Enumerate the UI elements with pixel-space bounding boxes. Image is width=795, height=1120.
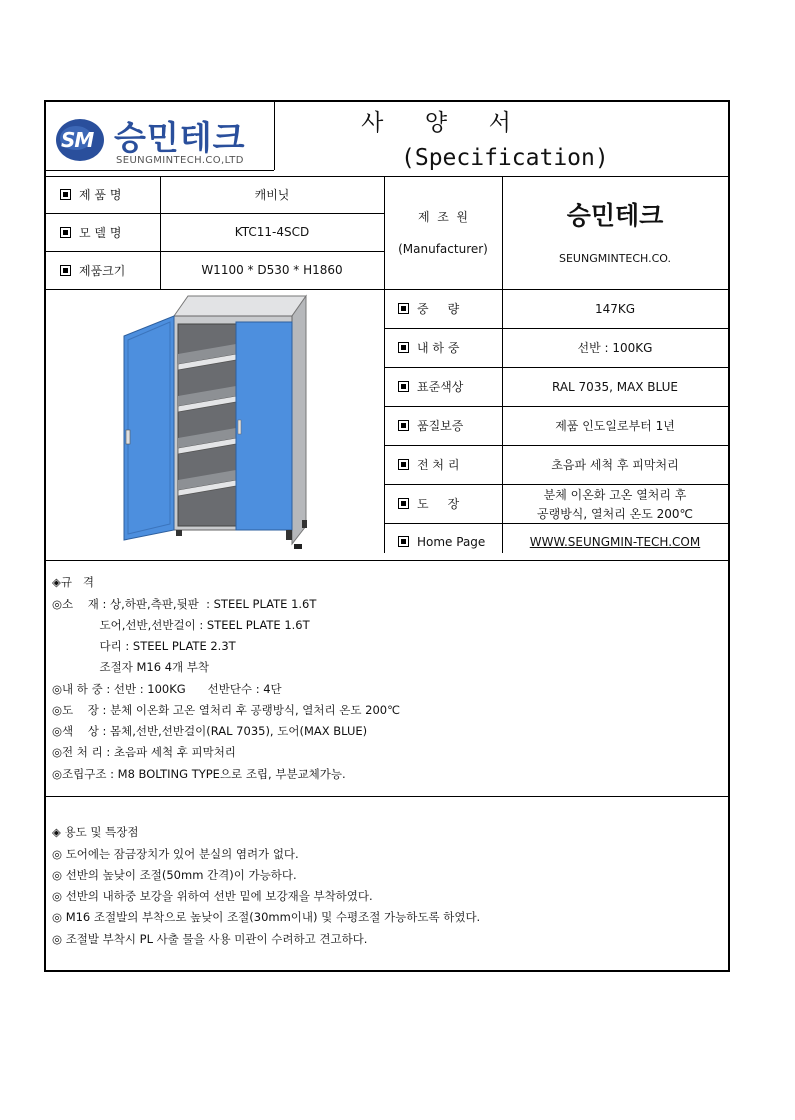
- spec-line: ◎도 장 : 분체 이온화 고온 열처리 후 공랭방식, 열처리 온도 200℃: [52, 703, 401, 717]
- spec-section-title: ◈규 격: [52, 575, 95, 589]
- checkbox-icon: [398, 420, 409, 431]
- info-label-size: 제품크기: [46, 251, 160, 289]
- logo-english: SEUNGMINTECH.CO,LTD: [116, 155, 244, 166]
- title-block: [274, 102, 728, 176]
- spec-label-load: 내 하 중: [384, 328, 502, 367]
- spec-value-load: 선반 : 100KG: [577, 341, 653, 355]
- spec-line: ◎조립구조 : M8 BOLTING TYPE으로 조립, 부분교체가능.: [52, 767, 346, 781]
- spec-label-pretreatment: 전 처 리: [384, 445, 502, 484]
- checkbox-icon: [60, 189, 71, 200]
- feature-line: ◎ 선반의 내하중 보강을 위하여 선반 밑에 보강재을 부착하였다.: [52, 889, 373, 903]
- spec-sheet: [44, 100, 730, 972]
- info-value-size: W1100 * D530 * H1860: [201, 263, 343, 277]
- checkbox-icon: [60, 227, 71, 238]
- feature-line: ◎ 선반의 높낮이 조절(50mm 간격)이 가능하다.: [52, 868, 297, 882]
- info-value-product-name: 캐비닛: [254, 188, 290, 202]
- logo-korean: 승민테크: [114, 118, 246, 157]
- checkbox-icon: [398, 303, 409, 314]
- checkbox-icon: [398, 342, 409, 353]
- info-label-model: 모 델 명: [46, 213, 160, 251]
- spec-value-coating: 분체 이온화 고온 열처리 후 공랭방식, 열처리 온도 200℃: [537, 488, 693, 521]
- spec-label-weight: 중 량: [384, 289, 502, 328]
- spec-line: 다리 : STEEL PLATE 2.3T: [52, 639, 236, 653]
- spec-value-color: RAL 7035, MAX BLUE: [551, 379, 678, 394]
- info-value-model: KTC11-4SCD: [234, 225, 310, 239]
- title-english: (Specification): [401, 145, 609, 171]
- info-label-product-name: 제 품 명: [46, 176, 160, 213]
- spec-label-homepage: Home Page: [384, 523, 502, 560]
- spec-line: ◎색 상 : 몸체,선반,선반걸이(RAL 7035), 도어(MAX BLUE): [52, 724, 368, 738]
- checkbox-icon: [398, 498, 409, 509]
- maker-label: 제 조 원 (Manufacturer): [398, 210, 488, 256]
- spec-line: ◎소 재 : 상,하판,측판,뒷판 : STEEL PLATE 1.6T: [52, 597, 317, 611]
- spec-line: 조절자 M16 4개 부착: [52, 660, 210, 674]
- company-logo: [52, 108, 276, 168]
- checkbox-icon: [398, 536, 409, 547]
- spec-line: 도어,선반,선반걸이 : STEEL PLATE 1.6T: [52, 618, 310, 632]
- spec-line: ◎내 하 중 : 선반 : 100KG 선반단수 : 4단: [52, 682, 282, 696]
- spec-label-color: 표준색상: [384, 367, 502, 406]
- checkbox-icon: [398, 459, 409, 470]
- product-image: [106, 294, 336, 549]
- checkbox-icon: [60, 265, 71, 276]
- homepage-link[interactable]: WWW.SEUNGMIN-TECH.COM: [529, 534, 701, 549]
- feature-line: ◎ 도어에는 잠금장치가 있어 분실의 염려가 없다.: [52, 847, 299, 861]
- feature-line: ◎ 조절발 부착시 PL 사출 물을 사용 미관이 수려하고 견고하다.: [52, 932, 368, 946]
- spec-value-pretreatment: 초음파 세척 후 피막처리: [551, 458, 679, 472]
- spec-label-warranty: 품질보증: [384, 406, 502, 445]
- spec-value-weight: 147KG: [594, 301, 636, 316]
- checkbox-icon: [398, 381, 409, 392]
- spec-line: ◎전 처 리 : 초음파 세척 후 피막처리: [52, 745, 236, 759]
- logo-mark: SM: [61, 128, 94, 152]
- spec-label-coating: 도 장: [384, 484, 502, 523]
- feature-line: ◎ M16 조절발의 부착으로 높낮이 조절(30mm이내) 및 수평조절 가능하도록 하였다.: [52, 910, 481, 924]
- spec-value-warranty: 제품 인도일로부터 1년: [555, 419, 675, 433]
- maker-name: 승민테크 SEUNGMINTECH.CO.: [558, 201, 671, 265]
- features-title: ◈ 용도 및 특장점: [52, 825, 139, 839]
- title-korean: 사 양 서: [361, 110, 511, 136]
